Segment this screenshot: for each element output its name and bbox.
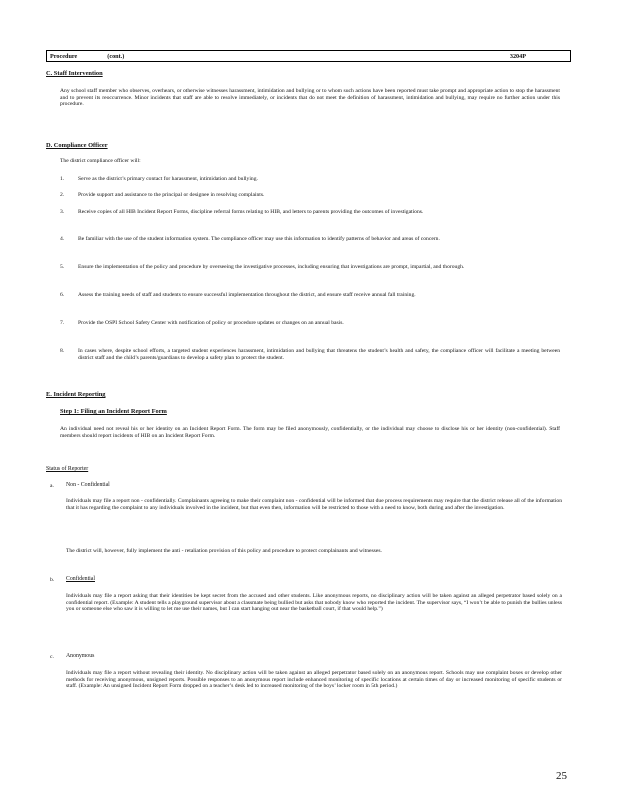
- list-number: 5.: [60, 264, 65, 270]
- anti-retaliation-paragraph: The district will, however, fully implement the anti - retaliation provision of this policy and procedure to protect complainants and witnesses.: [66, 548, 382, 554]
- procedure-header: [46, 50, 571, 62]
- list-number: 6.: [60, 292, 65, 298]
- list-item: Receive copies of all HIB Incident Report Forms, discipline referral forms relating to HIB, and letters to parents providing the outcomes of investigations.: [78, 209, 424, 215]
- confidential-paragraph: Individuals may file a report asking that their identities be kept secret from the accused and other students. Like anonymous reports, no disciplinary action will be taken against an alleged perpetrator based solely on a confidential report. (Example: A student tells a playground supervisor about a classmate being bullied but asks that nobody know who reported the incident. The supervisor says, “I won’t be able to punish the bullies unless you or someone else who saw it is willing to let me use their names, but I can start hanging out near the basketball court, if that would help.”): [66, 593, 562, 613]
- confidential-title: Confidential: [66, 576, 95, 582]
- status-of-reporter-label: Status of Reporter: [46, 466, 89, 472]
- list-item: Provide the OSPI School Safety Center with notification of policy or procedure updates or changes on an annual basis.: [78, 320, 344, 326]
- list-item: Serve as the district’s primary contact for harassment, intimidation and bullying.: [78, 176, 258, 182]
- list-number: 2.: [60, 192, 65, 198]
- list-number: 7.: [60, 320, 65, 326]
- list-item: Assess the training needs of staff and students to ensure successful implementation throughout the district, and ensure staff receive annual fall training.: [78, 292, 416, 298]
- page-number: 25: [556, 770, 567, 782]
- continued-label: (cont.): [107, 53, 125, 60]
- non-confidential-paragraph: Individuals may file a report non - confidentially. Complainants agreeing to make their complaint non - confidential will be informed that due process requirements may require that the district release all of the information that it has regarding the complaint to any individuals involved in the incident, but that even then, information will be restricted to those with a need to know, both during and after the investigation.: [66, 498, 562, 511]
- sub-label-b: b.: [50, 577, 55, 583]
- section-d-heading: D. Compliance Officer: [46, 142, 108, 149]
- step-1-heading: Step 1: Filing an Incident Report Form: [60, 408, 167, 415]
- list-number: 8.: [60, 348, 65, 354]
- section-e-heading: E. Incident Reporting: [46, 391, 106, 398]
- anonymous-paragraph: Individuals may file a report without revealing their identity. No disciplinary action will be taken against an alleged perpetrator based solely on an anonymous report. Schools may use complaint boxes or develop other methods for receiving anonymous, unsigned reports. Possible responses to an anonymous report include enhanced monitoring of specific locations at certain times of day or increased monitoring of specific students or staff. (Example: An unsigned Incident Report Form dropped on a teacher’s desk led to increased monitoring of the boys’ locker room in 5th period.): [66, 670, 562, 690]
- anonymous-title: Anonymous: [66, 653, 95, 659]
- non-confidential-title: Non - Confidential: [66, 482, 110, 488]
- list-number: 1.: [60, 176, 65, 182]
- list-item: Provide support and assistance to the principal or designee in resolving complaints.: [78, 192, 265, 198]
- procedure-label: Procedure: [50, 53, 78, 60]
- section-d-intro: The district compliance officer will:: [60, 158, 141, 164]
- sub-label-c: c.: [50, 654, 54, 660]
- list-number: 3.: [60, 209, 65, 215]
- section-c-paragraph: Any school staff member who observes, overhears, or otherwise witnesses harassment, intimidation and bullying or to whom such actions have been reported must take prompt and appropriate action to stop the harassment and to prevent its reoccurrence. Minor incidents that staff are able to resolve immediately, or incidents that do not meet the definition of harassment, intimidation and bullying, may require no further action under this procedure.: [60, 88, 560, 108]
- section-c-heading: C. Staff Intervention: [46, 70, 103, 77]
- list-item: Be familiar with the use of the student information system. The compliance officer may use this information to identify patterns of behavior and areas of concern.: [78, 236, 440, 242]
- policy-code: 3204P: [509, 53, 526, 60]
- sub-label-a: a.: [50, 483, 54, 489]
- list-number: 4.: [60, 236, 65, 242]
- section-e-paragraph: An individual need not reveal his or her identity on an Incident Report Form. The form may be filed anonymously, confidentially, or the individual may choose to disclose his or her identity (non-confidential). Staff members should report incidents of HIB on an Incident Report Form.: [60, 426, 560, 439]
- list-item: In cases where, despite school efforts, a targeted student experiences harassment, intimidation and bullying that threatens the student’s health and safety, the compliance officer will facilitate a meeting between district staff and the child’s parents/guardians to develop a safety plan to protect the student.: [78, 348, 560, 361]
- list-item: Ensure the implementation of the policy and procedure by overseeing the investigative processes, including ensuring that investigations are prompt, impartial, and thorough.: [78, 264, 465, 270]
